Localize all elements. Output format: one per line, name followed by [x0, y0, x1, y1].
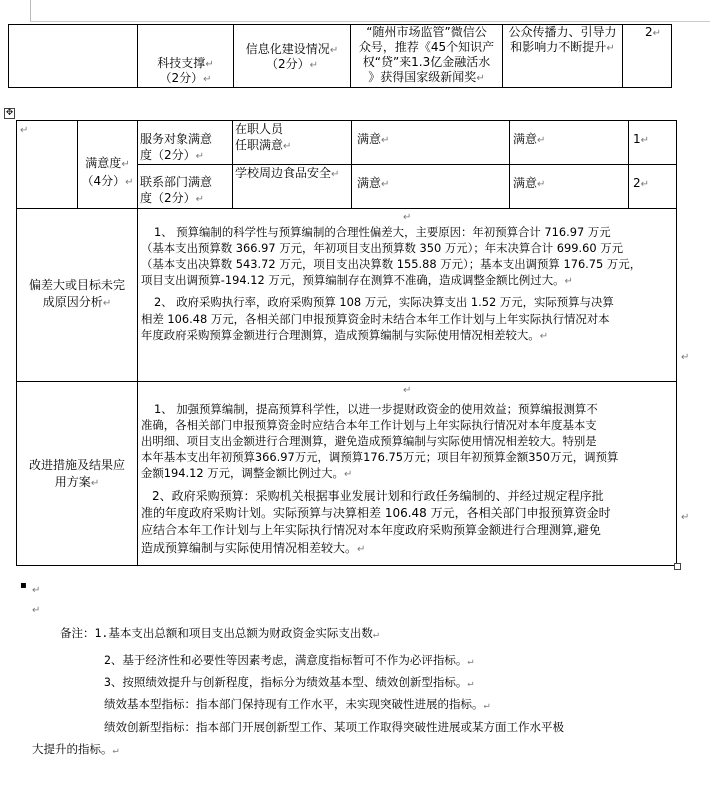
- deviation-line-4: 项目支出调预算-194.12 万元，预算编制存在测算不准确，造成调整金额比例过大。↵: [141, 273, 573, 287]
- measures-line-6: 2、政府采购预算：采购机关根据事业发展计划和行政任务编制的、并经过规定程序批: [152, 489, 604, 503]
- top-score: 2↵: [645, 25, 662, 39]
- row1-name-line-2: 度（2分）↵: [140, 148, 205, 162]
- row2-expected: 满意↵: [357, 176, 390, 190]
- top-result-line-4: 》获得国家级新闻奖↵: [368, 70, 485, 84]
- row1-score: 1↵: [633, 132, 650, 146]
- blank-line-mark-1: ↵: [32, 585, 41, 596]
- row2-name-line-1: 联系部门满意: [140, 175, 213, 189]
- measures-label-line-1: 改进措施及结果应: [28, 458, 125, 472]
- row1-actual: 满意↵: [513, 132, 546, 146]
- note-line-5b: 大提升的指标。↵: [32, 742, 119, 756]
- measures-line-9: 造成预算编制与实际使用情况相差较大。↵: [141, 541, 366, 555]
- deviation-line-6: 相差 106.48 万元，各相关部门申报预算资金时未结合本年工作计划与上年实际执行情况对本: [141, 312, 610, 326]
- table-move-handle[interactable]: ✥: [5, 108, 14, 118]
- blank-line-mark-2: ↵: [32, 605, 41, 616]
- measures-line-4: 本年基本支出年初预算366.97万元，调预算176.75万元；项目年初预算金额350万元，调预算: [141, 450, 619, 464]
- top-result-line-2: 众号，推荐《45个知识产: [358, 40, 495, 54]
- deviation-label-line-1: 偏差大或目标未完: [28, 278, 125, 292]
- note-line-2: 2、基于经济性和必要性等因素考虑，满意度指标暂可不作为必评指标。↵: [104, 653, 474, 667]
- row2-score: 2↵: [633, 176, 650, 190]
- deviation-line-2: （基本支出预算数 366.97 万元，年初项目支出预算数 350 万元）；年末决算合计 699.60 万元: [141, 241, 623, 255]
- measures-label-line-2: 用方案↵: [54, 475, 100, 489]
- top-effect-line-1: 公众传播力、引导力: [508, 25, 617, 39]
- deviation-blank-mark: ↵: [403, 212, 412, 223]
- table-resize-handle[interactable]: [674, 563, 681, 570]
- top-indicator-label: 信息化建设情况↵: [245, 42, 339, 56]
- measures-line-3: 出明细、项目支出金额进行合理测算，避免造成预算编制与实际使用情况相差较大。特别是: [141, 434, 597, 448]
- top-indicator-score: （2分）↵: [265, 57, 319, 71]
- page-top-line: [30, 21, 710, 22]
- empty-cell-mark: ↵: [20, 125, 29, 136]
- bullet-mark: ▪: [20, 580, 27, 591]
- top-result-line-1: “随州市场监管”微信公: [366, 25, 487, 39]
- top-effect-line-2: 和影响力不断提升↵: [510, 40, 615, 54]
- top-result-line-3: 权“贷”来1.3亿金融活水: [362, 55, 491, 69]
- measures-line-1: 1、 加强预算编制，提高预算科学性，以进一步提财政资金的使用效益；预算编报测算不: [154, 402, 598, 416]
- deviation-line-3: （基本支出决算数 543.72 万元，项目支出决算数 155.88 万元）；基本支出调预算 176.75 万元，: [141, 257, 642, 271]
- row2-target-line-1: 学校周边食品安全↵: [235, 166, 340, 180]
- deviation-line-7: 年度政府采购预算金额进行合理测算，造成预算编制与实际使用情况相差较大。↵: [141, 328, 549, 342]
- row2-actual: 满意↵: [513, 176, 546, 190]
- row2-name-line-2: 度（2分）↵: [140, 191, 205, 205]
- row1-target-line-1: 在职人员: [235, 122, 284, 136]
- deviation-label-line-2: 成原因分析↵: [42, 295, 112, 309]
- row1-expected: 满意↵: [357, 132, 390, 146]
- deviation-line-1: 1、 预算编制的科学性与预算编制的合理性偏差大，主要原因：年初预算合计 716.97 万元: [154, 225, 611, 239]
- row1-name-line-1: 服务对象满意: [140, 132, 213, 146]
- note-line-3: 3、按照绩效提升与创新程度，指标分为绩效基本型、绩效创新型指标。↵: [104, 675, 474, 689]
- note-line-4: 绩效基本型指标：指本部门保持现有工作水平，未实现突破性进展的指标。↵: [104, 697, 490, 711]
- top-category-label: 科技支撑↵: [157, 56, 214, 70]
- note-line-1: 备注：1.基本支出总额和项目支出总额为财政资金实际支出数↵: [60, 626, 379, 640]
- satisfaction-label: 满意度↵: [85, 156, 130, 170]
- measures-line-7: 准的年度政府采购计划。实际预算与决算相差 106.48 万元，各相关部门申报预算资金时: [141, 506, 611, 520]
- top-category-score: （2分）↵: [159, 71, 212, 85]
- note-line-5a: 绩效创新型指标：指本部门开展创新型工作、某项工作取得突破性进展或某方面工作水平极: [104, 720, 564, 734]
- measures-blank-mark: ↵: [403, 385, 412, 396]
- row-end-mark-2: ↵: [681, 512, 690, 523]
- row-end-mark-1: ↵: [681, 352, 690, 363]
- measures-line-5: 金额194.12 万元，调整金额比例过大。↵: [141, 466, 353, 480]
- measures-line-2: 准确，各相关部门申报预算资金时应结合本年工作计划与上年实际执行情况对本年度基本支: [141, 418, 597, 432]
- page-edge-line: [30, 0, 31, 22]
- row1-target-line-2: 任职满意↵: [235, 138, 292, 152]
- measures-line-8: 应结合本年工作计划与上年实际执行情况对本年度政府采购预算金额进行合理测算,避免: [141, 523, 601, 537]
- satisfaction-score: （4分）↵: [81, 174, 134, 188]
- deviation-line-5: 2、 政府采购执行率，政府采购预算 108 万元，实际决算支出 1.52 万元，实际预算与决算: [154, 295, 614, 309]
